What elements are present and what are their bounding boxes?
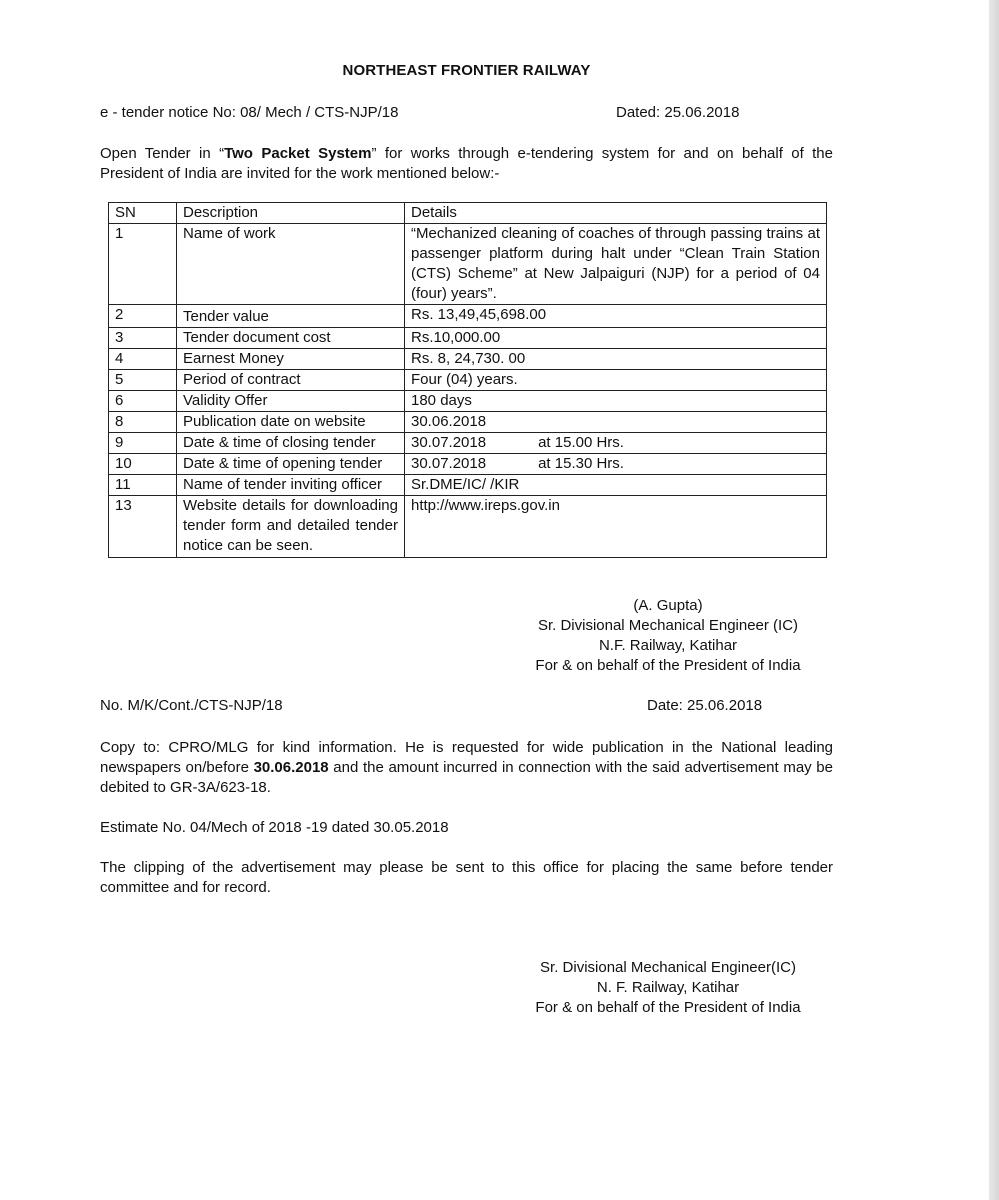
row-details: 180 days: [405, 391, 827, 412]
row-details: Four (04) years.: [405, 370, 827, 391]
row-sn: 2: [109, 305, 177, 328]
table-row: [109, 475, 827, 496]
row-sn: 11: [109, 475, 177, 496]
table-row: [109, 433, 827, 454]
name-of-work-text: “Mechanized cleaning of coaches of through passing trains at passenger platform during halt under “Clean Train Station (CTS) Scheme” at New Jalpaiguri (NJP) for a period of 04 (four) years”.: [411, 225, 820, 302]
row-sn: 1: [109, 224, 177, 305]
row-description: Name of work: [177, 224, 405, 305]
tender-details-table: [108, 202, 827, 558]
row-details: 30.06.2018: [405, 412, 827, 433]
row-sn: 8: [109, 412, 177, 433]
row-details: Rs.10,000.00: [405, 328, 827, 349]
clipping-paragraph: The clipping of the advertisement may please be sent to this office for placing the same before tender committee and for record.: [100, 859, 833, 896]
copy-to-paragraph: [100, 738, 833, 798]
signatory-name: (A. Gupta): [633, 597, 703, 614]
copy-reference-number: No. M/K/Cont./CTS-NJP/18: [100, 697, 283, 714]
copy-to-suffix: and the amount incurred in connection with the said advertisement may be debited to GR-3A/623-18.: [100, 759, 833, 796]
row-description: Website details for downloading tender form and detailed tender notice can be seen.: [177, 496, 405, 558]
table-row: [109, 224, 827, 305]
signature-block-2: [528, 958, 808, 1018]
row-description: Publication date on website: [177, 412, 405, 433]
intro-emphasis: Two Packet System: [224, 145, 372, 162]
signatory-office: N. F. Railway, Katihar: [596, 979, 740, 996]
organization-title: NORTHEAST FRONTIER RAILWAY: [342, 62, 591, 79]
copy-to-date: 30.06.2018: [253, 759, 329, 776]
row-description: Date & time of closing tender: [177, 433, 405, 454]
row-details: [405, 454, 827, 475]
signatory-designation: Sr. Divisional Mechanical Engineer(IC): [540, 959, 796, 976]
signatory-authority: For & on behalf of the President of India: [535, 999, 801, 1016]
header-details: Details: [405, 203, 827, 224]
row-details: Rs. 13,49,45,698.00: [405, 305, 827, 328]
row-description: Period of contract: [177, 370, 405, 391]
row-description: Validity Offer: [177, 391, 405, 412]
opening-date: 30.07.2018: [411, 455, 487, 472]
header-description: Description: [177, 203, 405, 224]
intro-suffix: ” for works through e-tendering system for and on behalf of the President of India are invited for the work mentioned below:-: [100, 145, 833, 182]
table-row: [109, 496, 827, 558]
intro-paragraph: [100, 144, 833, 184]
row-details: Sr.DME/IC/ /KIR: [405, 475, 827, 496]
row-description: Date & time of opening tender: [177, 454, 405, 475]
row-sn: 9: [109, 433, 177, 454]
closing-date: 30.07.2018: [411, 434, 487, 451]
row-details: Rs. 8, 24,730. 00: [405, 349, 827, 370]
table-row: [109, 349, 827, 370]
row-description: Name of tender inviting officer: [177, 475, 405, 496]
signature-block-1: [528, 596, 808, 676]
closing-time: at 15.00 Hrs.: [538, 434, 624, 451]
header-sn: SN: [109, 203, 177, 224]
row-description: Tender document cost: [177, 328, 405, 349]
signatory-designation: Sr. Divisional Mechanical Engineer (IC): [537, 617, 799, 634]
table-row: [109, 454, 827, 475]
row-sn: 10: [109, 454, 177, 475]
notice-number: e - tender notice No: 08/ Mech / CTS-NJP/18: [100, 104, 399, 121]
estimate-line: Estimate No. 04/Mech of 2018 -19 dated 30.05.2018: [100, 819, 449, 836]
row-sn: 5: [109, 370, 177, 391]
table-row: [109, 391, 827, 412]
row-details: [405, 433, 827, 454]
copy-to-prefix: Copy to: CPRO/MLG for kind information. He is requested for wide publication in the National leading newspapers on/before: [100, 739, 833, 776]
opening-time: at 15.30 Hrs.: [538, 455, 624, 472]
row-sn: 6: [109, 391, 177, 412]
signatory-office: N.F. Railway, Katihar: [598, 637, 738, 654]
row-description: Tender value: [177, 305, 405, 328]
row-sn: 3: [109, 328, 177, 349]
signatory-authority: For & on behalf of the President of India: [535, 657, 801, 674]
copy-reference-date: Date: 25.06.2018: [647, 697, 763, 714]
table-header-row: [109, 203, 827, 224]
row-details: [405, 224, 827, 305]
table-row: [109, 412, 827, 433]
row-description: Earnest Money: [177, 349, 405, 370]
row-sn: 4: [109, 349, 177, 370]
intro-prefix: Open Tender in “: [100, 145, 225, 162]
notice-date: Dated: 25.06.2018: [616, 104, 740, 121]
table-row: [109, 370, 827, 391]
table-row: [109, 305, 827, 328]
page-edge-shadow: [989, 0, 999, 1200]
website-link[interactable]: http://www.ireps.gov.in: [405, 496, 827, 558]
table-row: [109, 328, 827, 349]
row-sn: 13: [109, 496, 177, 558]
